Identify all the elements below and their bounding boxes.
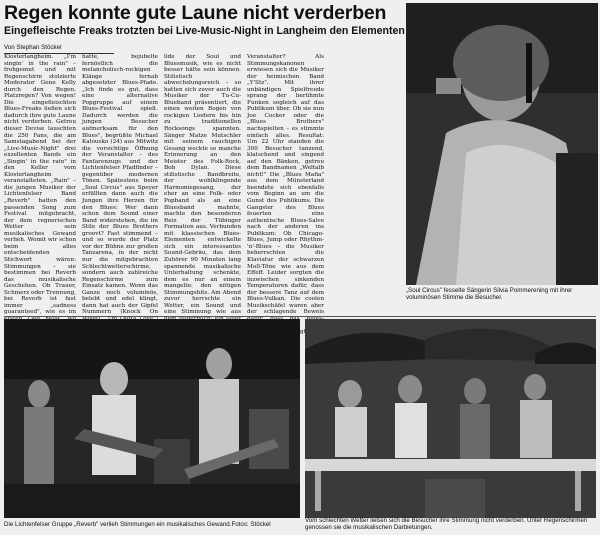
article-subheadline: Eingefleischte Freaks trotzten bei Live-Music-Night in Langheim den Elementen — [4, 25, 405, 37]
column-1-text: Klosterlangheim. „I'm singin' in the rain" – frohgemut und mit Regenschirm stolzierte Moderator Gene Kelly durch den Regen. Platzregen? Von wegen! Die eingefleischten Blues-Freaks ließen sich dadurch ihre gute Laune nicht verderben. Getreu dieser Devise lauschten die 250 Fans, die am Samstagabend bei der „Live-Music-Night" drei exzellenten Bands ein „Singin' in the rain" in den Keller vom Klosterlangheim veranstalteten. „Rain" – die jungen Musiker der Lichtenfelser Band „Reverb" hatten den passenden Song zum Festival mitgebracht, der dem regnerischen Wetter sein musikalisches Gewand verlieh. Womit wir schon beim alles entscheidenden Stichwort wären: Stimmungen – sie bestimmen bei Reverb das musikalische Geschehen. Ob Trauer, Schmerz oder Trennung, bei Reverb ist fast immer „sadness guaranteed", wie es im — [4, 54, 76, 316]
section-divider — [4, 316, 596, 317]
singer-photo — [406, 3, 598, 285]
article-column-1 — [4, 54, 76, 316]
article-byline: Von Stephan Stöckel — [4, 44, 114, 54]
column-2-text: hatte, bejubelte fernöstlich die melancholisch-rockigen Klänge fernab abgesetzter Blues-Pfade. „Ich finde es gut, dass eine alternative Popgruppe auf einem Blues-Festival spielt. Dadurch werden die jungen Besucher aufmerksam für den Blues", begrüßte Michael Kalousko (24) aus Mitwitz die vorsichtige Öffnung der Veranstalter – des Fanfarenzugs und der Lichtenfelser Pfadfinder – gegenüber modernen Tönen. Spätestens beim „Soul Circus" aus Speyer erfüllten dann auch die Jungen ihre Herzen für den Blues: Wer dann schon dem Sound einer Band widerstehen, die im Stile der Blues Brothers groovt? Fast stimmend – und so wurde der Platz vor der Bühne zur großen Tanzarena, in der nicht nur die mitgebrachten Schlechtwetterschirme, sondern auch zahlreiche Regenschirme zum Einsatz kamen. Wenn das Ganze noch voluminös, belebt und edel klingt, dann hat auch der Gipfel Nummern (Knock On — [82, 54, 158, 316]
article-column-6 — [408, 244, 596, 281]
column-3-text: lide der Soul und Bluesmusik, wie es nicht besser hätte sein können. Stilistisch abwechslungsreich – so hatten sich zuvor auch die Musiker der Tu-Cu-Blueband präsentiert, die einen weiten Bogen von rockigen Liedern bis hin zu traditionellen Rocksongs spannten. Sänger Matze Mutschler mit seinem rauchigen Gesang weckte so manche Erinnerung an den Meister des Folk-Rock, Bob Dylan. Diese stilistische Bandbreite, der wohlklingende Harmoniegesang, der eher an eine Folk- oder Popband als an eine Bluesband mahnte, machte den besonderen Reiz der Tübinger Formation aus. Verbunden mit klassischen Blues-Elementen entwickelte sich ein interessantes Sound-Gebräu, das dem Zuhörer 90 Minuten lang spannende musikalische Unterhaltung schenkte, dem es nur an einem mangelte: den nötigen Stimmungshits. Am Abend zuvor herrschte ein Wetter, ein Sound und eine Stimmung wie aus — [164, 54, 241, 316]
band-photo — [4, 319, 300, 518]
singer-photo-caption: „Soul Circus" fesselte Sängerin Silvia Pommerening mit ihrer voluminösen Stimme die Besucher. — [406, 287, 573, 302]
band-photo-caption: Die Lichtenfelser Gruppe „Reverb" verlieh Stimmungen ein musikalisches Gewand.Fotos: Stöckel — [4, 521, 271, 528]
article-column-4 — [247, 54, 324, 316]
article-column-3 — [164, 54, 241, 316]
article-headline: Regen konnte gute Laune nicht verderben — [4, 2, 387, 24]
audience-photo-caption: Vom schlechten Wetter ließen sich die Besucher ihre Stimmung nicht verderben. Unter Regenschirmen genossen sie die musikalischen Darbietungen. — [305, 517, 588, 532]
column-4-text: Veranstalter? Als Stimmungskanonen erwiesen sich die Musiker der heimischen Band „Y'Stz". Mit ihrer unbändigen Spielfreude sprang der berühmte Funken sogleich auf das Publikum über. Ob sie nun Joe Cocker oder die „Blues Brothers" nachspielten – es stimmte einfach alles. Resultat: Um 22 Uhr standen die 300 Besucher tanzend, klatschend und singend auf den Bänken, getreu dem Bandnamen „Weltalb nicht!" Die „Blues Mafia" aus dem Münsterland beendete sich ebenfalls vom Beginn an um die Gunst des Publikums. Die Gangster des Blues feuerten eine authentische Blues-Salve nach der anderen ins Publikum: Ob Chicago-Blues, Jump oder Rhythm-'n'-Blues – die Musiker beherrschten die Klaviatur der schwarzen Moll-Töne wie aus dem Effeff. Leider sorgten die inzwischen sinkenden Temperaturen dafür, dass der bessere Tanz auf dem Blues-Vulkan. Die coolen Musikschäfel waren aber der schlagende Beweis — [247, 54, 324, 316]
article-column-2 — [82, 54, 158, 316]
audience-photo — [305, 319, 596, 518]
